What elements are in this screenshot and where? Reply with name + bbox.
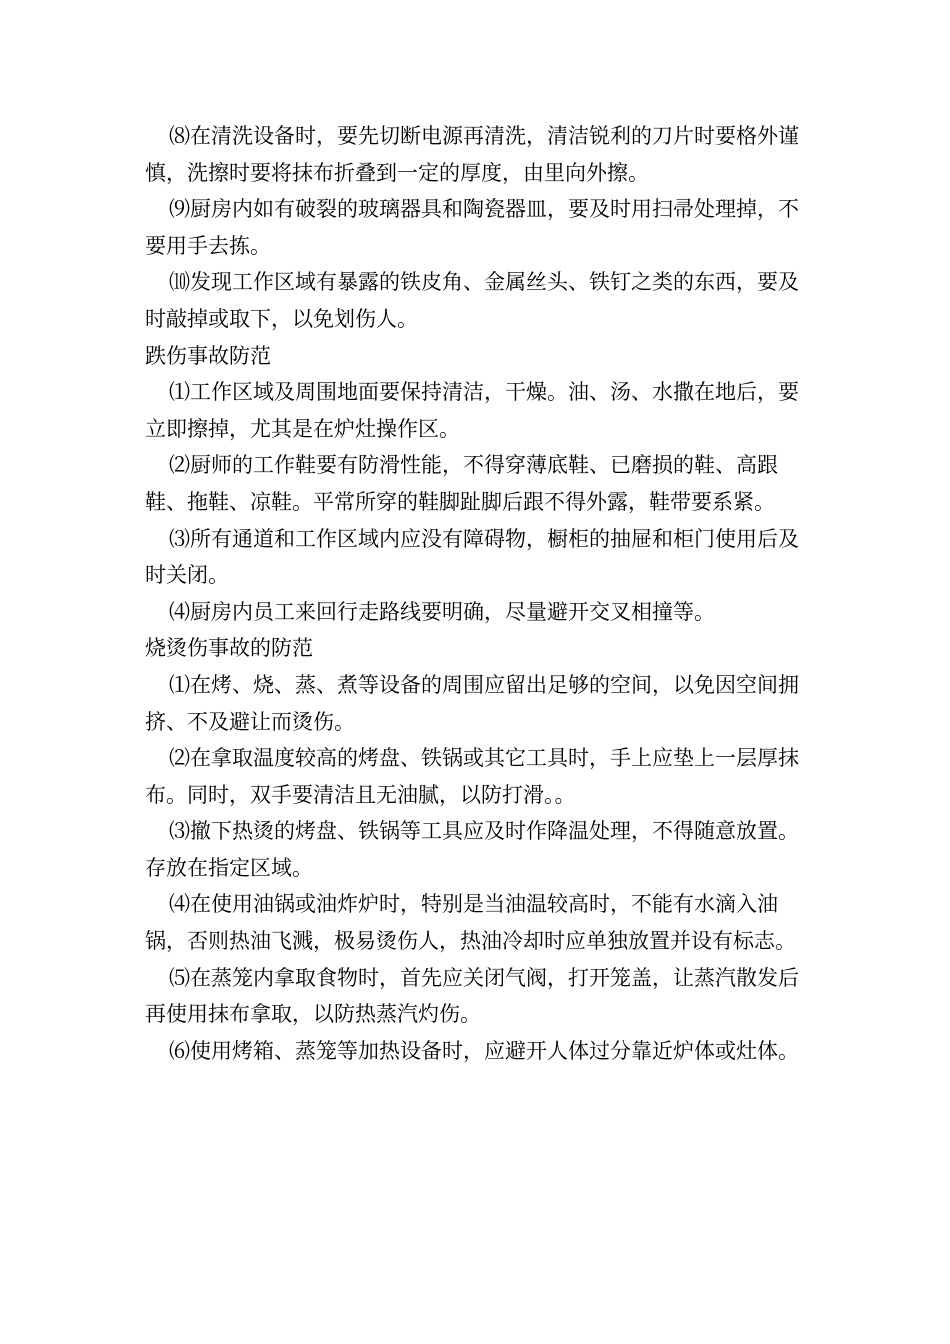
paragraph-fall-4: ⑷厨房内员工来回行走路线要明确，尽量避开交叉相撞等。 (169, 599, 715, 624)
section-heading-fall: 跌伤事故防范 (145, 343, 271, 368)
section-heading-burn: 烧烫伤事故的防范 (145, 636, 313, 661)
paragraph-fall-1: ⑴工作区域及周围地面要保持清洁，干燥。油、汤、水撒在地后，要立即擦掉，尤其是在炉灶操作区。 (145, 380, 799, 441)
paragraph-burn-4: ⑷在使用油锅或油炸炉时，特别是当油温较高时，不能有水滴入油锅，否则热油飞溅，极易烫伤人，热油冷却时应单独放置并设有标志。 (145, 892, 796, 954)
paragraph-cut-9: ⑼厨房内如有破裂的玻璃器具和陶瓷器皿，要及时用扫帚处理掉，不要用手去拣。 (145, 197, 799, 258)
paragraph-burn-5: ⑸在蒸笼内拿取食物时，首先应关闭气阀，打开笼盖，让蒸汽散发后再使用抹布拿取，以防热蒸汽灼伤。 (145, 965, 799, 1027)
paragraph-burn-1: ⑴在烤、烧、蒸、煮等设备的周围应留出足够的空间，以免因空间拥挤、不及避让而烫伤。 (145, 672, 799, 734)
paragraph-burn-2: ⑵在拿取温度较高的烤盘、铁锅或其它工具时，手上应垫上一层厚抹布。同时，双手要清洁且无油腻，以防打滑。。 (145, 746, 799, 807)
paragraph-fall-3: ⑶所有通道和工作区域内应没有障碍物，橱柜的抽屉和柜门使用后及时关闭。 (145, 526, 799, 588)
paragraph-fall-2: ⑵厨师的工作鞋要有防滑性能，不得穿薄底鞋、已磨损的鞋、高跟鞋、拖鞋、凉鞋。平常所穿的鞋脚趾脚后跟不得外露，鞋带要系紧。 (145, 453, 778, 514)
paragraph-burn-3: ⑶撤下热烫的烤盘、铁锅等工具应及时作降温处理，不得随意放置。存放在指定区域。 (145, 819, 799, 880)
document-page (145, 118, 805, 1069)
paragraph-burn-6: ⑹使用烤箱、蒸笼等加热设备时，应避开人体过分靠近炉体或灶体。 (169, 1038, 799, 1063)
paragraph-cut-10: ⑽发现工作区域有暴露的铁皮角、金属丝头、铁钉之类的东西，要及时敲掉或取下，以免划伤人。 (145, 270, 799, 331)
paragraph-cut-8: ⑻在清洗设备时，要先切断电源再清洗，清洁锐利的刀片时要格外谨慎，洗擦时要将抹布折叠到一定的厚度，由里向外擦。 (145, 124, 799, 185)
